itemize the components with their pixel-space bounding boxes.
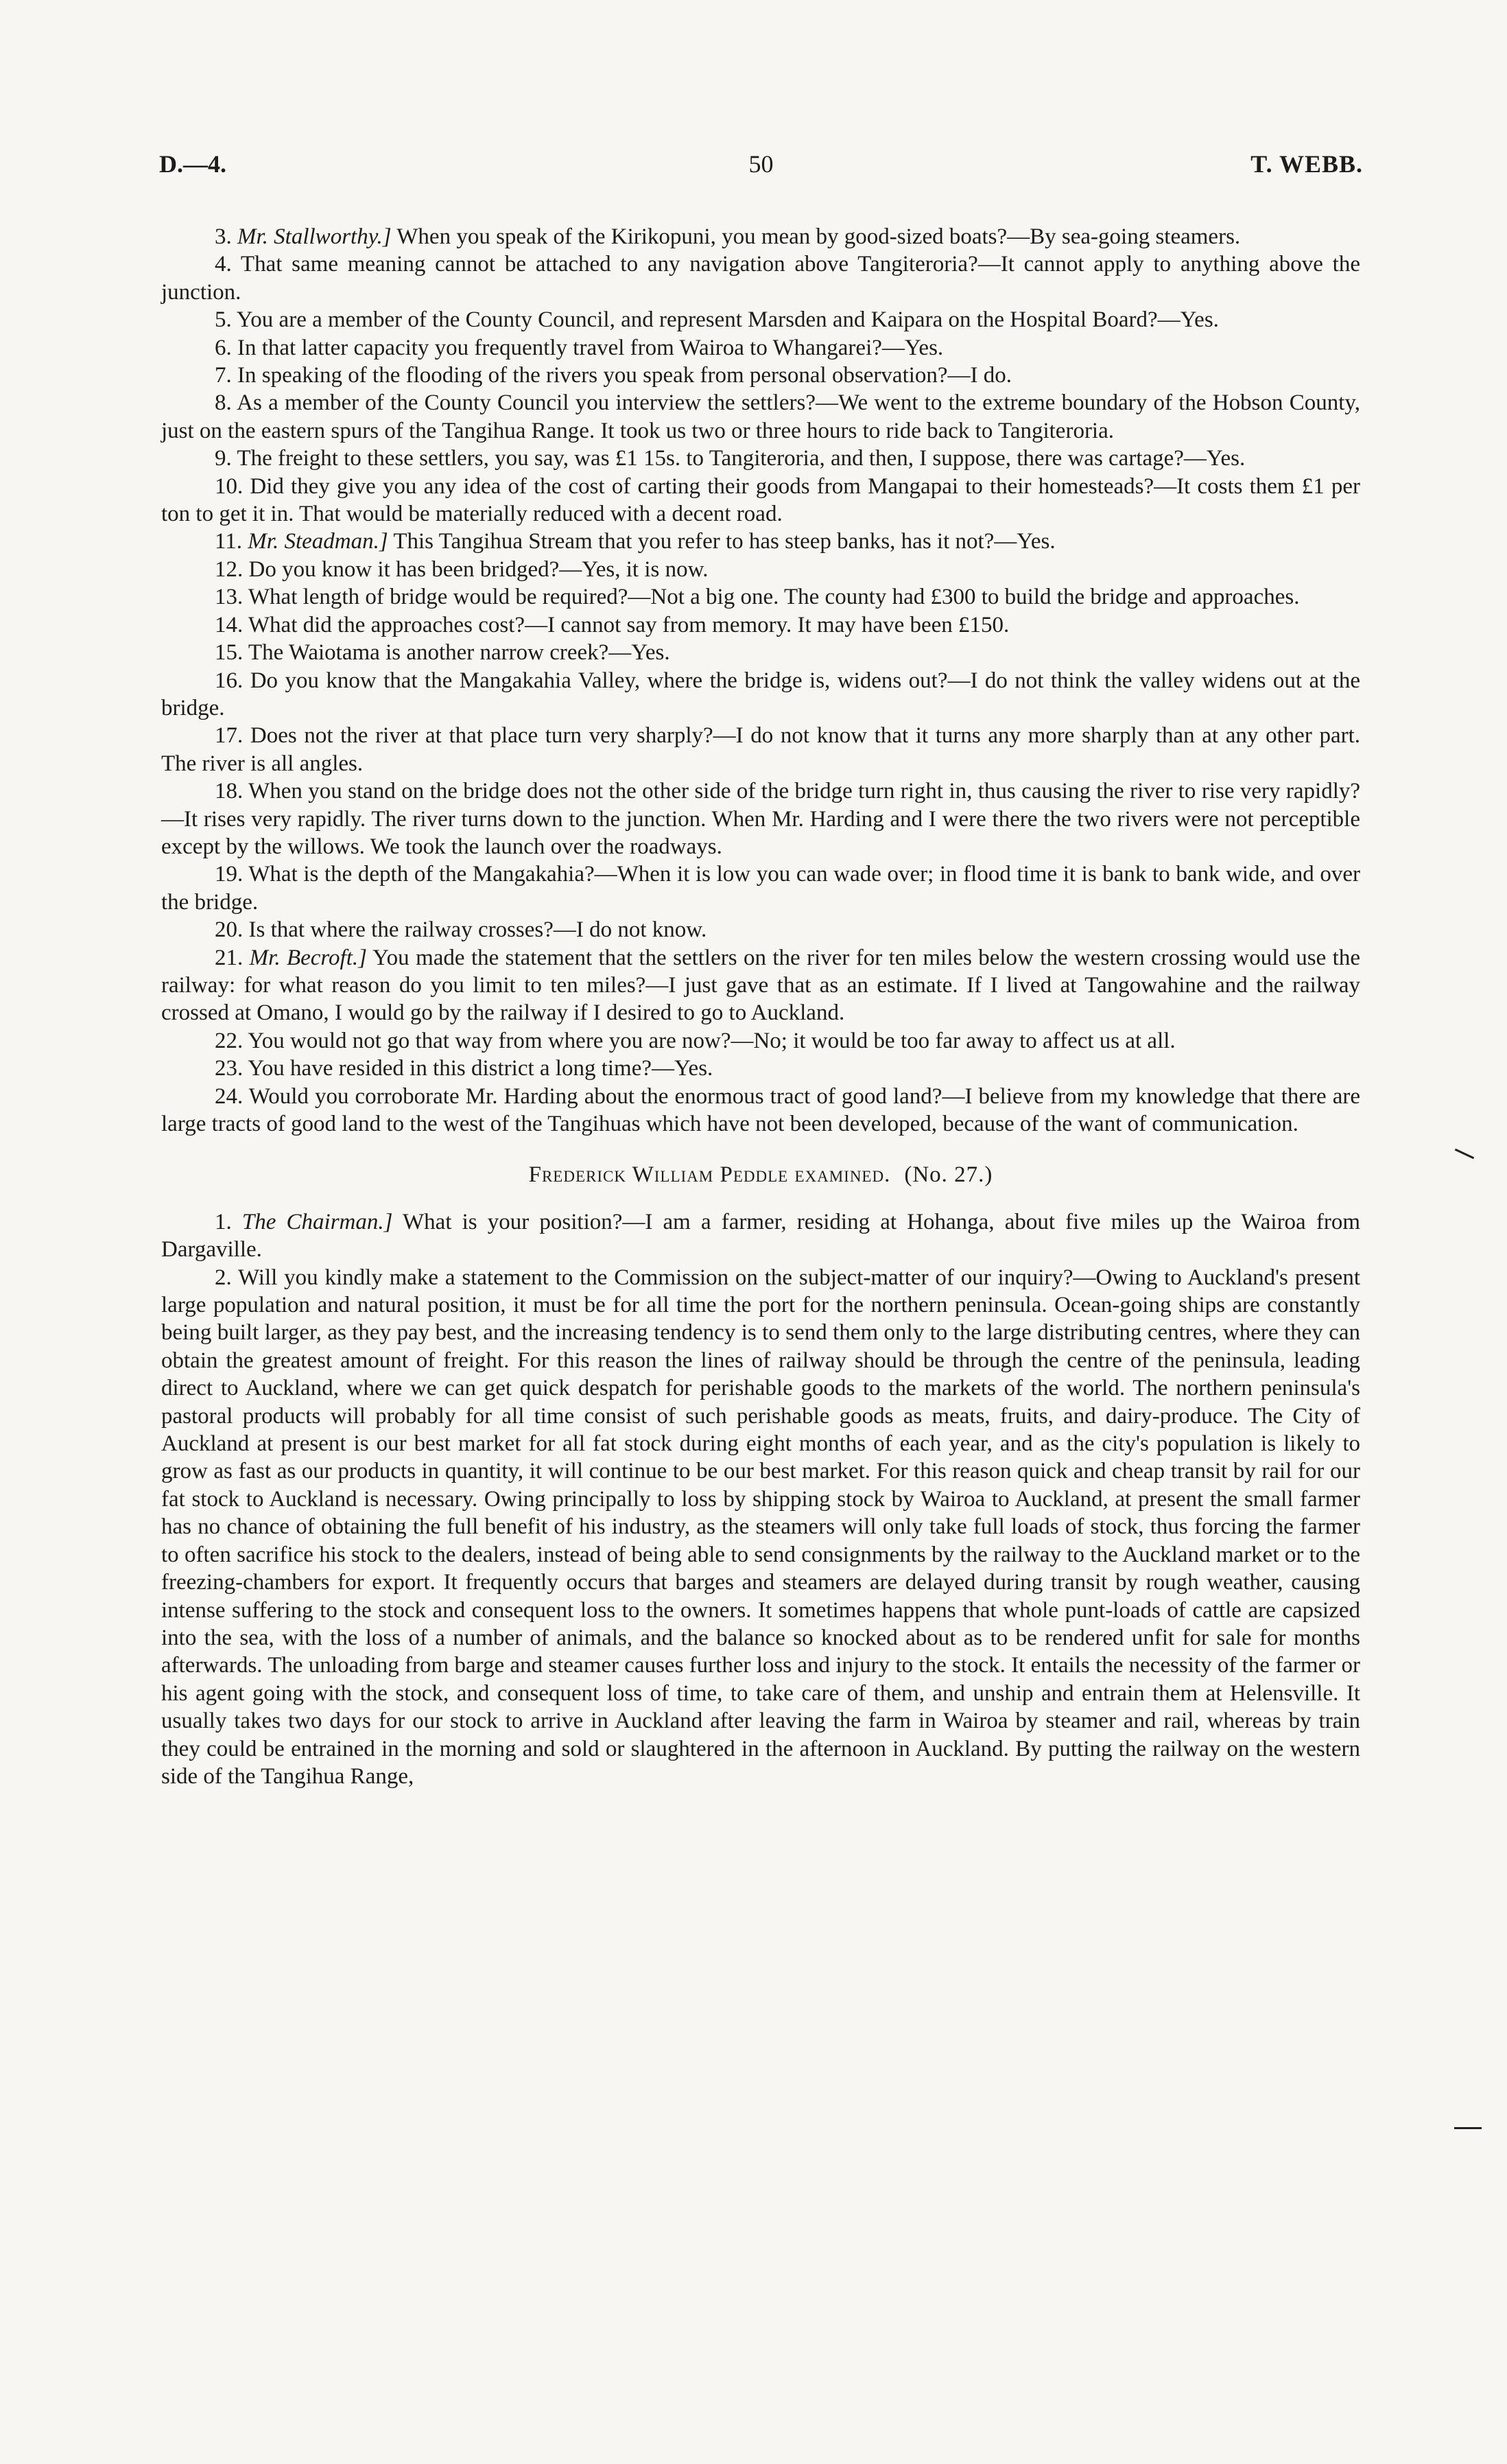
question-paragraph <box>161 583 1360 611</box>
testimony-part-1 <box>161 223 1360 1138</box>
question-paragraph <box>161 223 1360 250</box>
question-number: 1. <box>215 1209 232 1234</box>
testimony-part-2 <box>161 1208 1360 1791</box>
speaker-name: The Chairman.] <box>241 1209 393 1234</box>
question-number: 21. <box>215 945 244 970</box>
section-heading <box>161 1161 1360 1188</box>
question-number: 15. <box>215 640 244 666</box>
section-number: (No. 27.) <box>904 1162 993 1188</box>
question-paragraph <box>161 944 1360 1027</box>
question-number: 2. <box>215 1265 232 1290</box>
question-paragraph <box>161 639 1360 666</box>
question-text: In that latter capacity you frequently travel from Wairoa to Whangarei?—Yes. <box>237 335 944 360</box>
question-text: You are a member of the County Council, and represent Marsden and Kaipara on the Hospital Board?—Yes. <box>236 307 1219 333</box>
question-text: Does not the river at that place turn very sharply?—I do not know that it turns any more sharply than at any other part. The river is all angles. <box>161 723 1360 776</box>
question-number: 11. <box>215 529 243 554</box>
question-paragraph <box>161 334 1360 362</box>
question-number: 16. <box>215 668 244 693</box>
question-paragraph <box>161 611 1360 639</box>
question-text: That same meaning cannot be attached to any navigation above Tangiteroria?—It cannot apply to anything above the junction. <box>161 252 1360 305</box>
margin-mark <box>1454 2127 1482 2129</box>
question-text: Is that where the railway crosses?—I do not know. <box>248 917 707 943</box>
question-number: 14. <box>215 612 244 637</box>
question-paragraph <box>161 1264 1360 1791</box>
document-reference: D.—4. <box>159 150 226 178</box>
question-paragraph <box>161 860 1360 916</box>
question-number: 5. <box>215 307 232 333</box>
speaker-name: Mr. Becroft.] <box>249 945 367 970</box>
question-text: The Waiotama is another narrow creek?—Yes. <box>248 640 670 666</box>
question-text: Would you corroborate Mr. Harding about the enormous tract of good land?—I believe from my knowledge that there are large tracts of good land to the west of the Tangihuas which have not been developed, because of the want of communication. <box>161 1083 1361 1136</box>
question-number: 22. <box>215 1028 244 1053</box>
question-number: 13. <box>215 585 244 610</box>
question-paragraph <box>161 389 1360 445</box>
page-header <box>159 150 1363 191</box>
question-paragraph <box>161 556 1360 583</box>
question-paragraph <box>161 667 1360 723</box>
question-paragraph <box>161 306 1360 333</box>
speaker-name: Mr. Steadman.] <box>248 529 388 554</box>
question-text: Do you know that the Mangakahia Valley, where the bridge is, widens out?—I do not think the valley widens out at the bridge. <box>161 668 1361 720</box>
question-number: 12. <box>215 556 244 582</box>
question-text: When you speak of the Kirikopuni, you mean by good-sized boats?—By sea-going steamers. <box>391 224 1241 249</box>
question-text: Do you know it has been bridged?—Yes, it is now. <box>248 556 709 582</box>
question-paragraph <box>161 1083 1360 1138</box>
question-text: What is your position?—I am a farmer, residing at Hohanga, about five miles up the Wairoa from Dargaville. <box>161 1209 1360 1263</box>
question-paragraph <box>161 722 1360 777</box>
question-paragraph <box>161 362 1360 389</box>
question-paragraph <box>161 473 1360 528</box>
question-text: What length of bridge would be required?—Not a big one. The county had £300 to build the bridge and approaches. <box>248 585 1300 610</box>
question-number: 4. <box>215 252 232 277</box>
question-text: The freight to these settlers, you say, was £1 15s. to Tangiteroria, and then, I suppose, there was cartage?—Yes. <box>237 446 1246 471</box>
question-number: 24. <box>215 1083 244 1109</box>
page-body <box>161 223 1360 1790</box>
question-number: 6. <box>215 335 232 360</box>
question-paragraph <box>161 916 1360 943</box>
section-title: Frederick William Peddle examined. <box>528 1162 891 1188</box>
question-number: 19. <box>215 862 244 887</box>
question-paragraph <box>161 777 1360 860</box>
question-number: 18. <box>215 779 244 804</box>
question-text: As a member of the County Council you interview the settlers?—We went to the extreme boundary of the Hobson County, just on the eastern spurs of the Tangihua Range. It took us two or three hours to ride back to Tangiteroria. <box>161 390 1360 443</box>
question-text: You would not go that way from where you are now?—No; it would be too far away to affect us at all. <box>248 1028 1176 1053</box>
question-text: You have resided in this district a long time?—Yes. <box>248 1056 713 1081</box>
question-number: 17. <box>215 723 244 749</box>
question-text: Did they give you any idea of the cost of carting their goods from Mangapai to their homesteads?—It costs them £1 per ton to get it in. That would be materially reduced with a decent road. <box>161 473 1360 527</box>
question-number: 23. <box>215 1056 244 1081</box>
question-text: You made the statement that the settlers on the river for ten miles below the western crossing would use the railway: for what reason do you limit to ten miles?—I just gave that as an estimate. If I lived at Tangowahine and the railway crossed at Omano, I would go by the railway if I desired to go to Auckland. <box>161 945 1361 1026</box>
question-paragraph <box>161 445 1360 472</box>
question-paragraph <box>161 1055 1360 1082</box>
question-number: 7. <box>215 363 232 388</box>
question-text: What did the approaches cost?—I cannot say from memory. It may have been £150. <box>248 612 1010 637</box>
witness-name: T. WEBB. <box>1250 150 1363 178</box>
margin-mark <box>1455 1149 1474 1159</box>
question-text: When you stand on the bridge does not the other side of the bridge turn right in, thus causing the river to rise very rapidly?—It rises very rapidly. The river turns down to the junction. When Mr. Harding and I were there the two rivers were not perceptible except by the willows. We took the launch over the roadways. <box>161 779 1361 859</box>
question-paragraph <box>161 250 1360 306</box>
question-paragraph <box>161 1027 1360 1055</box>
page-number: 50 <box>748 150 774 178</box>
speaker-name: Mr. Stallworthy.] <box>237 224 392 249</box>
question-text: In speaking of the flooding of the rivers you speak from personal observation?—I do. <box>237 363 1012 388</box>
question-number: 20. <box>215 917 244 943</box>
question-text: This Tangihua Stream that you refer to has steep banks, has it not?—Yes. <box>388 529 1056 554</box>
question-text: Will you kindly make a statement to the Commission on the subject-matter of our inquiry?—Owing to Auckland's present large population and natural position, it must be for all time the port for the northern peninsula. Ocean-going ships are constantly being built larger, as they pay best, and the increasing tendency is to send them only to the large distributing centres, where they can obtain the greatest amount of freight. For this reason the lines of railway should be through the centre of the peninsula, leading direct to Auckland, where we can get quick despatch for perishable goods to the markets of the world. The northern peninsula's pastoral products will probably for all time consist of such perishable goods as meats, fruits, and dairy-produce. The City of Auckland at present is our best market for all fat stock during eight months of each year, and as the city's population is likely to grow as fast as our products in quantity, it will continue to be our best market. For this reason quick and cheap transit by rail for our fat stock to Auckland is necessary. Owing principally to loss by shipping stock by Wairoa to Auckland, at present the small farmer has no chance of obtaining the full benefit of his industry, as the steamers will only take full loads of stock, thus forcing the farmer to often sacrifice his stock to the dealers, instead of being able to send consignments by the railway to the Auckland market or to the freezing-chambers for export. It frequently occurs that barges and steamers are delayed during transit by rough weather, causing intense suffering to the stock and consequent loss to the owners. It sometimes happens that whole punt-loads of cattle are capsized into the sea, with the loss of a number of animals, and the balance so knocked about as to be rendered unfit for sale for months afterwards. The unloading from barge and steamer causes further loss and injury to the stock. It entails the necessity of the farmer or his agent going with the stock, and consequent loss of time, to take care of them, and unship and entrain them at Helensville. It usually takes two days for our stock to arrive in Auckland after leaving the farm in Wairoa by steamer and rail, whereas by train they could be entrained in the morning and sold or slaughtered in the afternoon in Auckland. By putting the railway on the western side of the Tangihua Range, <box>161 1265 1361 1789</box>
question-text: What is the depth of the Mangakahia?—When it is low you can wade over; in flood time it is bank to bank wide, and over the bridge. <box>161 862 1360 915</box>
question-number: 3. <box>215 224 232 249</box>
question-number: 10. <box>215 473 244 499</box>
question-number: 8. <box>215 390 232 416</box>
question-number: 9. <box>215 446 232 471</box>
question-paragraph <box>161 528 1360 555</box>
question-paragraph <box>161 1208 1360 1264</box>
